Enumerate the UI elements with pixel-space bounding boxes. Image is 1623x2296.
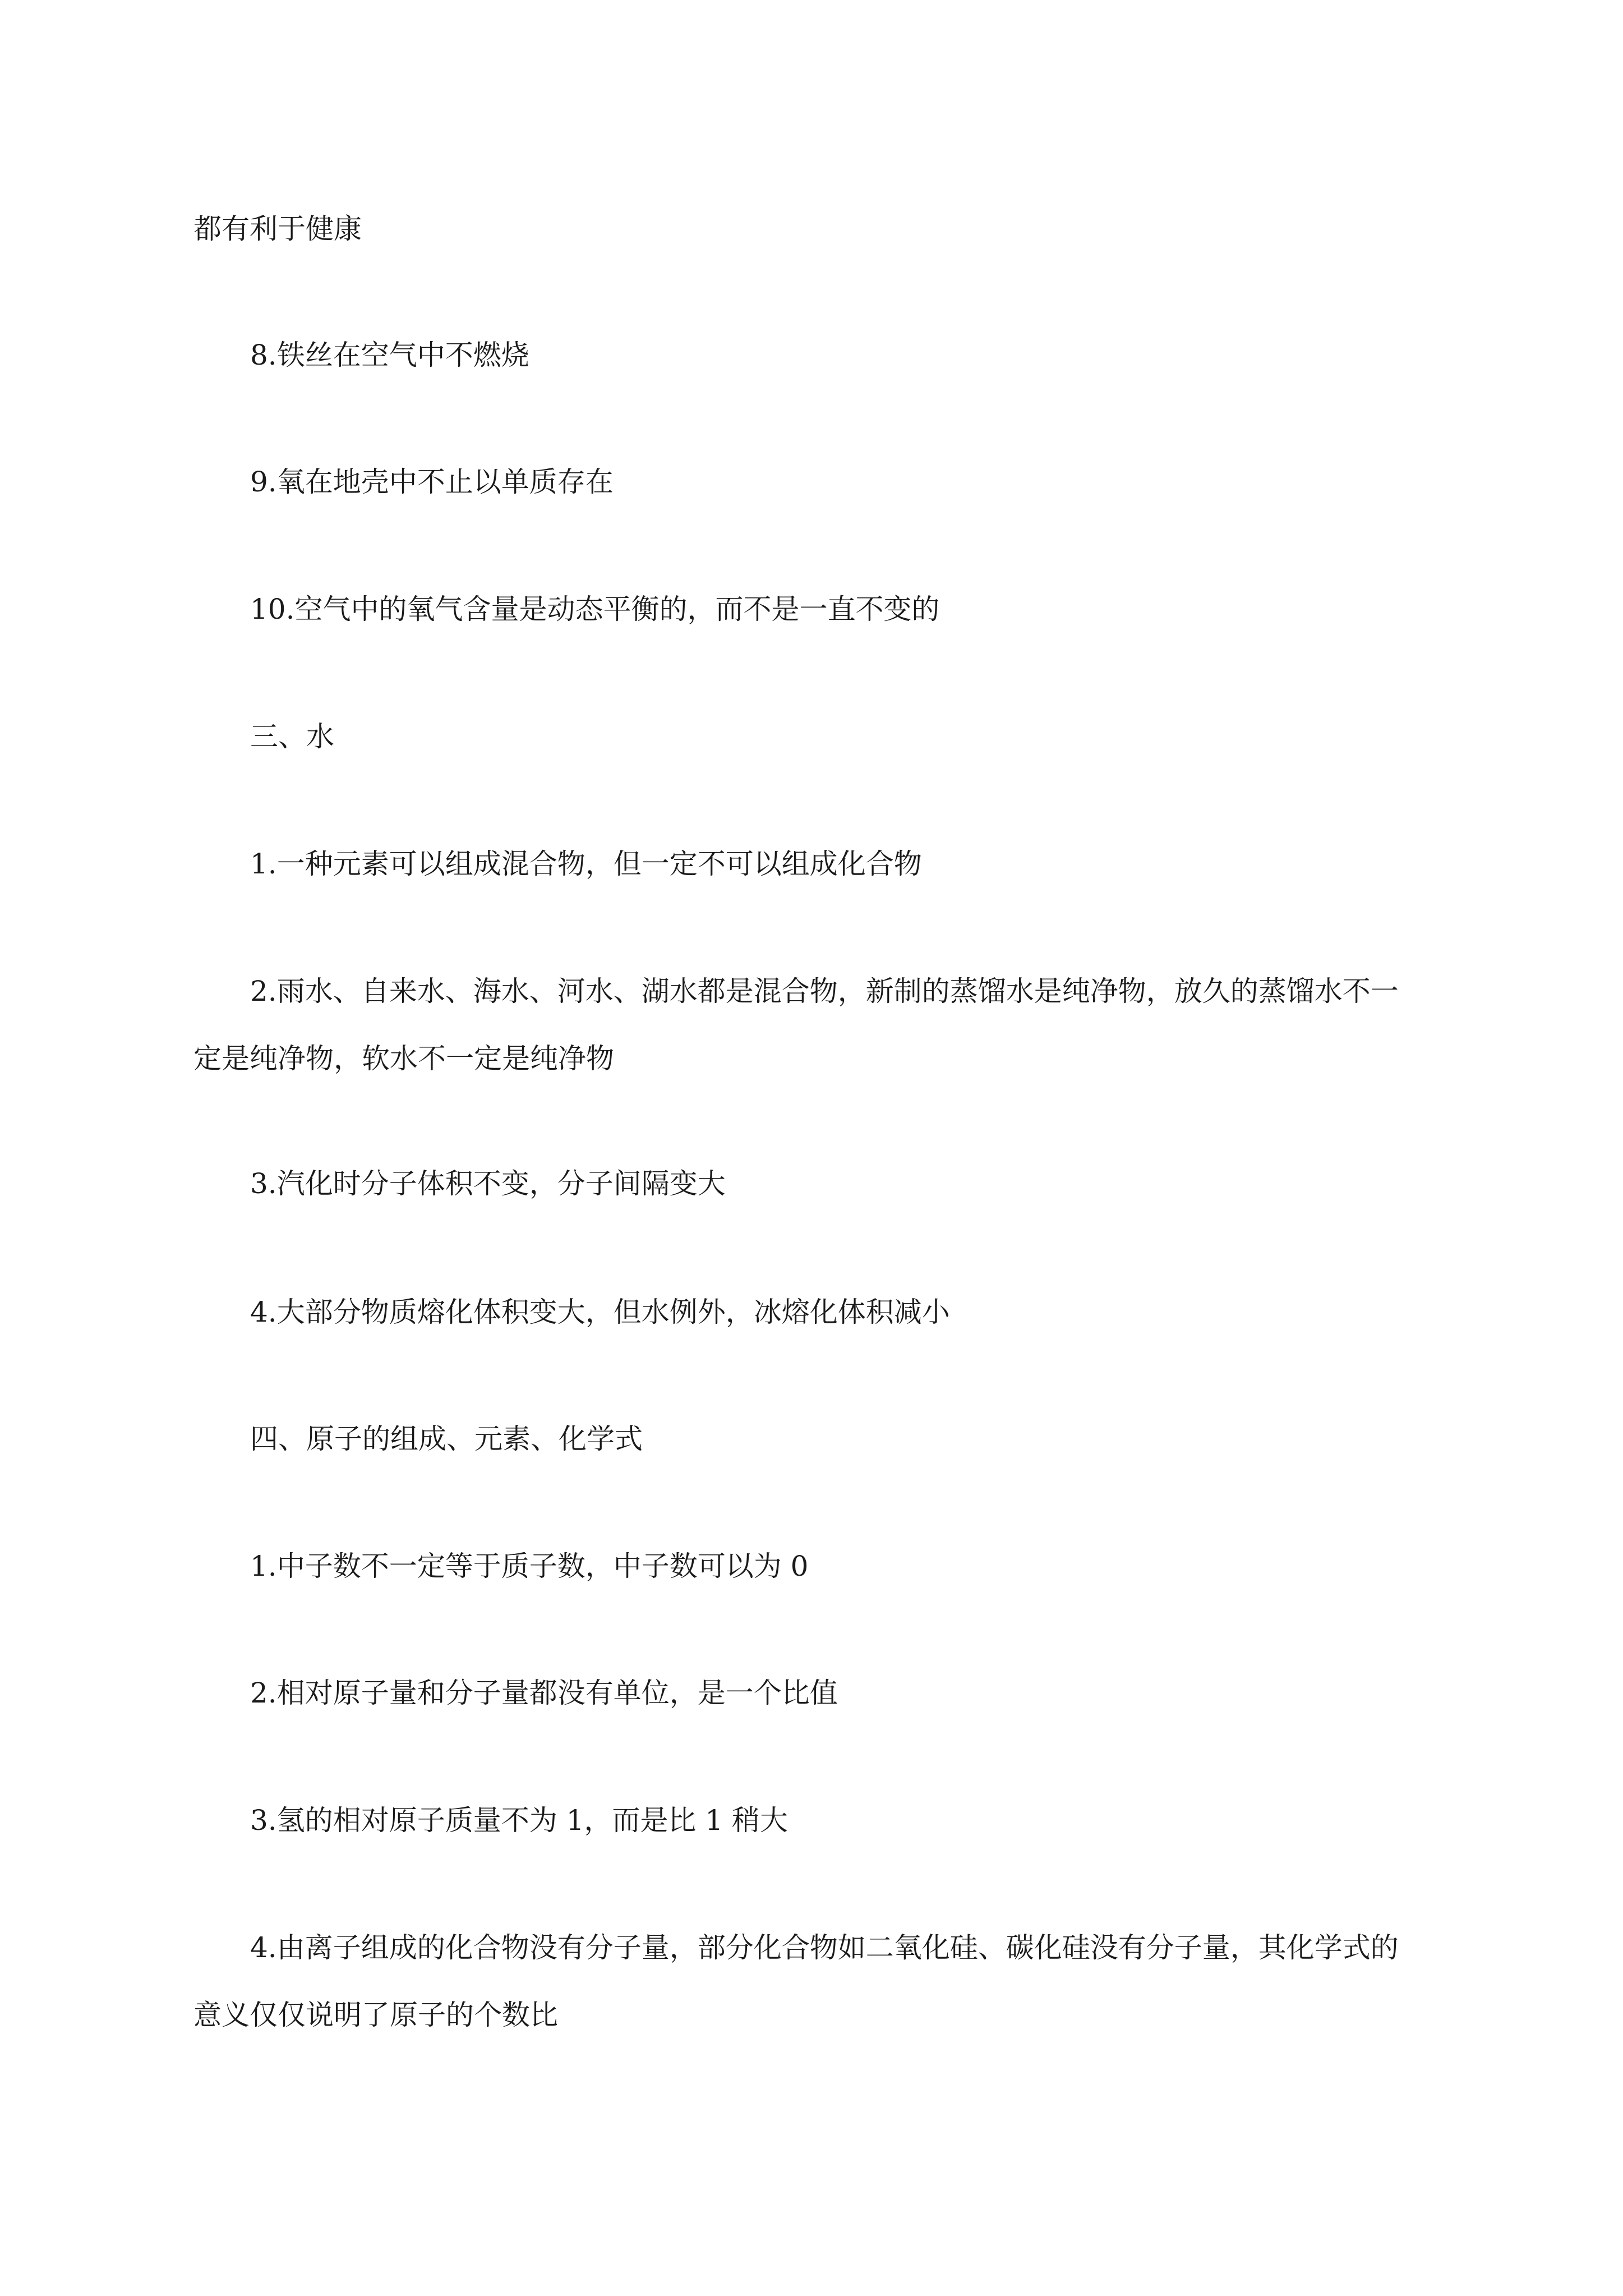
text-line: 都有利于健康 [193,213,362,245]
list-item: 10.空气中的氧气含量是动态平衡的，而不是一直不变的 [250,593,940,625]
list-item: 4.由离子组成的化合物没有分子量，部分化合物如二氧化硅、碳化硅没有分子量，其化学式的 [250,1931,1399,1964]
section-heading: 三、水 [250,720,334,753]
list-item: 3.氢的相对原子质量不为 1，而是比 1 稍大 [250,1804,789,1837]
text-line-continuation: 定是纯净物，软水不一定是纯净物 [193,1042,614,1075]
list-item: 8.铁丝在空气中不燃烧 [250,339,529,371]
list-item: 3.汽化时分子体积不变，分子间隔变大 [250,1167,726,1200]
section-heading: 四、原子的组成、元素、化学式 [250,1423,643,1455]
list-item: 2.雨水、自来水、海水、河水、湖水都是混合物，新制的蒸馏水是纯净物，放久的蒸馏水不一 [250,975,1399,1007]
text-line-continuation: 意义仅仅说明了原子的个数比 [193,1999,558,2031]
list-item: 9.氧在地壳中不止以单质存在 [250,466,614,498]
list-item: 1.中子数不一定等于质子数，中子数可以为 0 [250,1550,809,1582]
list-item: 1.一种元素可以组成混合物，但一定不可以组成化合物 [250,848,922,880]
list-item: 4.大部分物质熔化体积变大，但水例外，冰熔化体积减小 [250,1296,950,1328]
list-item: 2.相对原子量和分子量都没有单位，是一个比值 [250,1677,838,1709]
